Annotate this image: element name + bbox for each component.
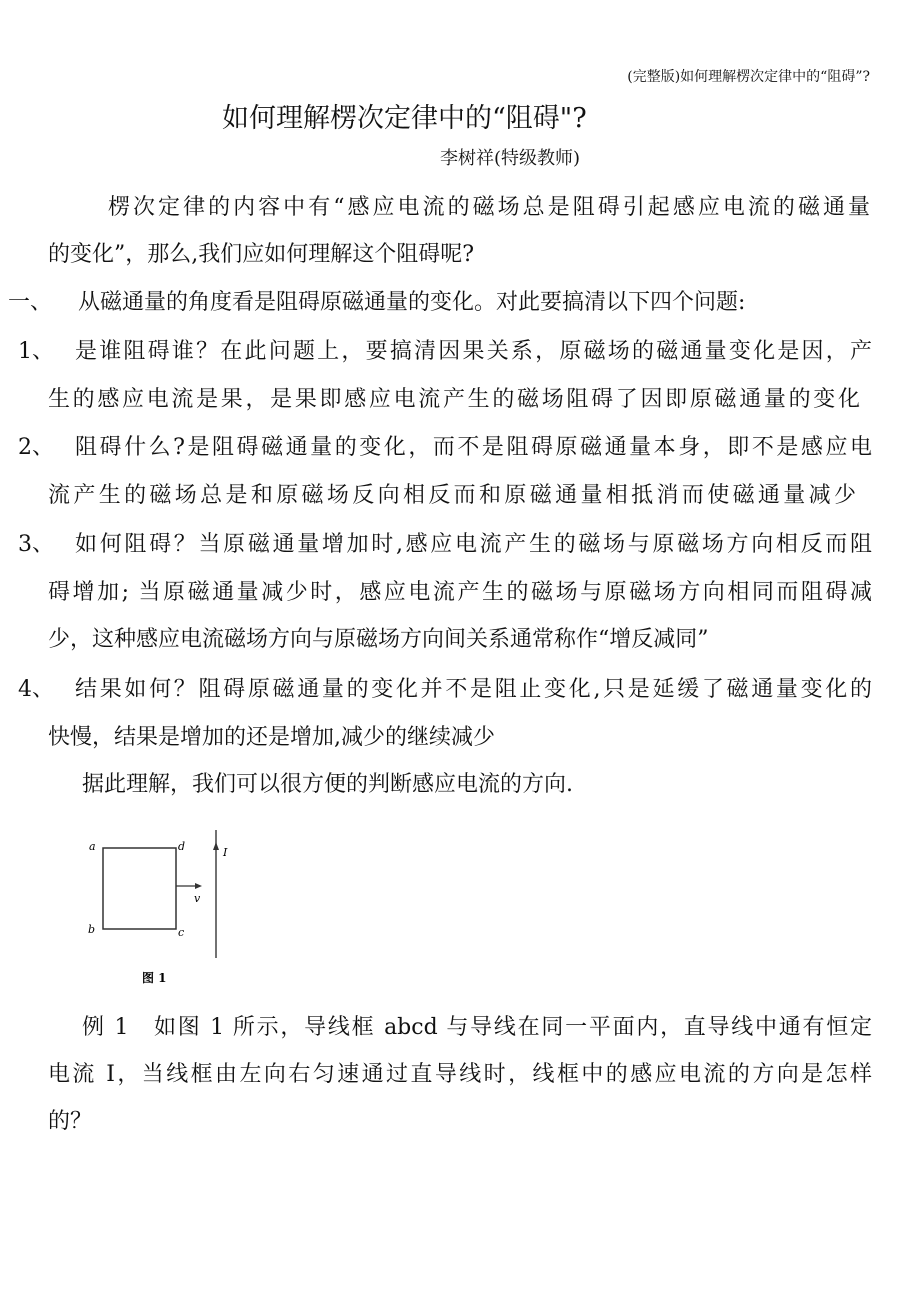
item-line: 碍增加; 当原磁通量减少时，感应电流产生的磁场与原磁场方向相同而阻碍减 — [48, 580, 872, 605]
figure-caption: 图 1 — [142, 971, 167, 985]
intro-line: 楞次定律的内容中有“感应电流的磁场总是阻碍引起感应电流的磁通量 — [108, 195, 870, 220]
section-heading: 从磁通量的角度看是阻碍原磁通量的变化。对此要搞清以下四个问题: — [78, 290, 746, 315]
current-arrowhead — [213, 842, 219, 850]
intro-line: 的变化”，那么,我们应如何理解这个阻碍呢? — [48, 242, 475, 267]
conclusion: 据此理解，我们可以很方便的判断感应电流的方向. — [82, 772, 573, 797]
label-c: c — [178, 926, 185, 939]
wire-frame — [103, 848, 176, 929]
example-line: 的？ — [48, 1109, 93, 1134]
item-line: 流产生的磁场总是和原磁场反向相反而和原磁通量相抵消而使磁通量减少 — [48, 483, 856, 508]
item-line: 快慢，结果是增加的还是增加,减少的继续减少 — [48, 725, 495, 750]
section-number: 一、 — [8, 290, 53, 315]
label-a: a — [89, 840, 96, 853]
label-I: I — [223, 846, 228, 859]
circuit-diagram — [80, 830, 240, 990]
item-number: 2、 — [18, 435, 54, 460]
item-line: 如何阻碍？当原磁通量增加时,感应电流产生的磁场与原磁场方向相反而阻 — [75, 532, 872, 557]
item-line: 阻碍什么?是阻碍磁通量的变化，而不是阻碍原磁通量本身，即不是感应电 — [75, 435, 872, 460]
label-d: d — [178, 840, 186, 853]
example-line: 电流 I，当线框由左向右匀速通过直导线时，线框中的感应电流的方向是怎样 — [48, 1062, 872, 1087]
page-title: 如何理解楞次定律中的“阻碍"? — [222, 103, 587, 134]
example-line: 例 1 如图 1 所示，导线框 abcd 与导线在同一平面内，直导线中通有恒定 — [82, 1015, 872, 1040]
item-number: 4、 — [18, 677, 54, 702]
item-line: 是谁阻碍谁？在此问题上，要搞清因果关系，原磁场的磁通量变化是因，产 — [75, 339, 872, 364]
velocity-arrowhead — [195, 883, 202, 889]
running-header: (完整版)如何理解楞次定律中的“阻碍”? — [627, 69, 870, 85]
figure-1 — [80, 830, 240, 994]
author: 李树祥(特级教师) — [440, 148, 581, 169]
item-line: 结果如何？阻碍原磁通量的变化并不是阻止变化,只是延缓了磁通量变化的 — [75, 677, 872, 702]
item-line: 少，这种感应电流磁场方向与原磁场方向间关系通常称作“增反减同” — [48, 627, 709, 652]
item-number: 1、 — [18, 339, 54, 364]
label-b: b — [88, 923, 96, 936]
label-v: v — [194, 892, 201, 905]
item-line: 生的感应电流是果，是果即感应电流产生的磁场阻碍了因即原磁通量的变化 — [48, 387, 860, 412]
item-number: 3、 — [18, 532, 54, 557]
